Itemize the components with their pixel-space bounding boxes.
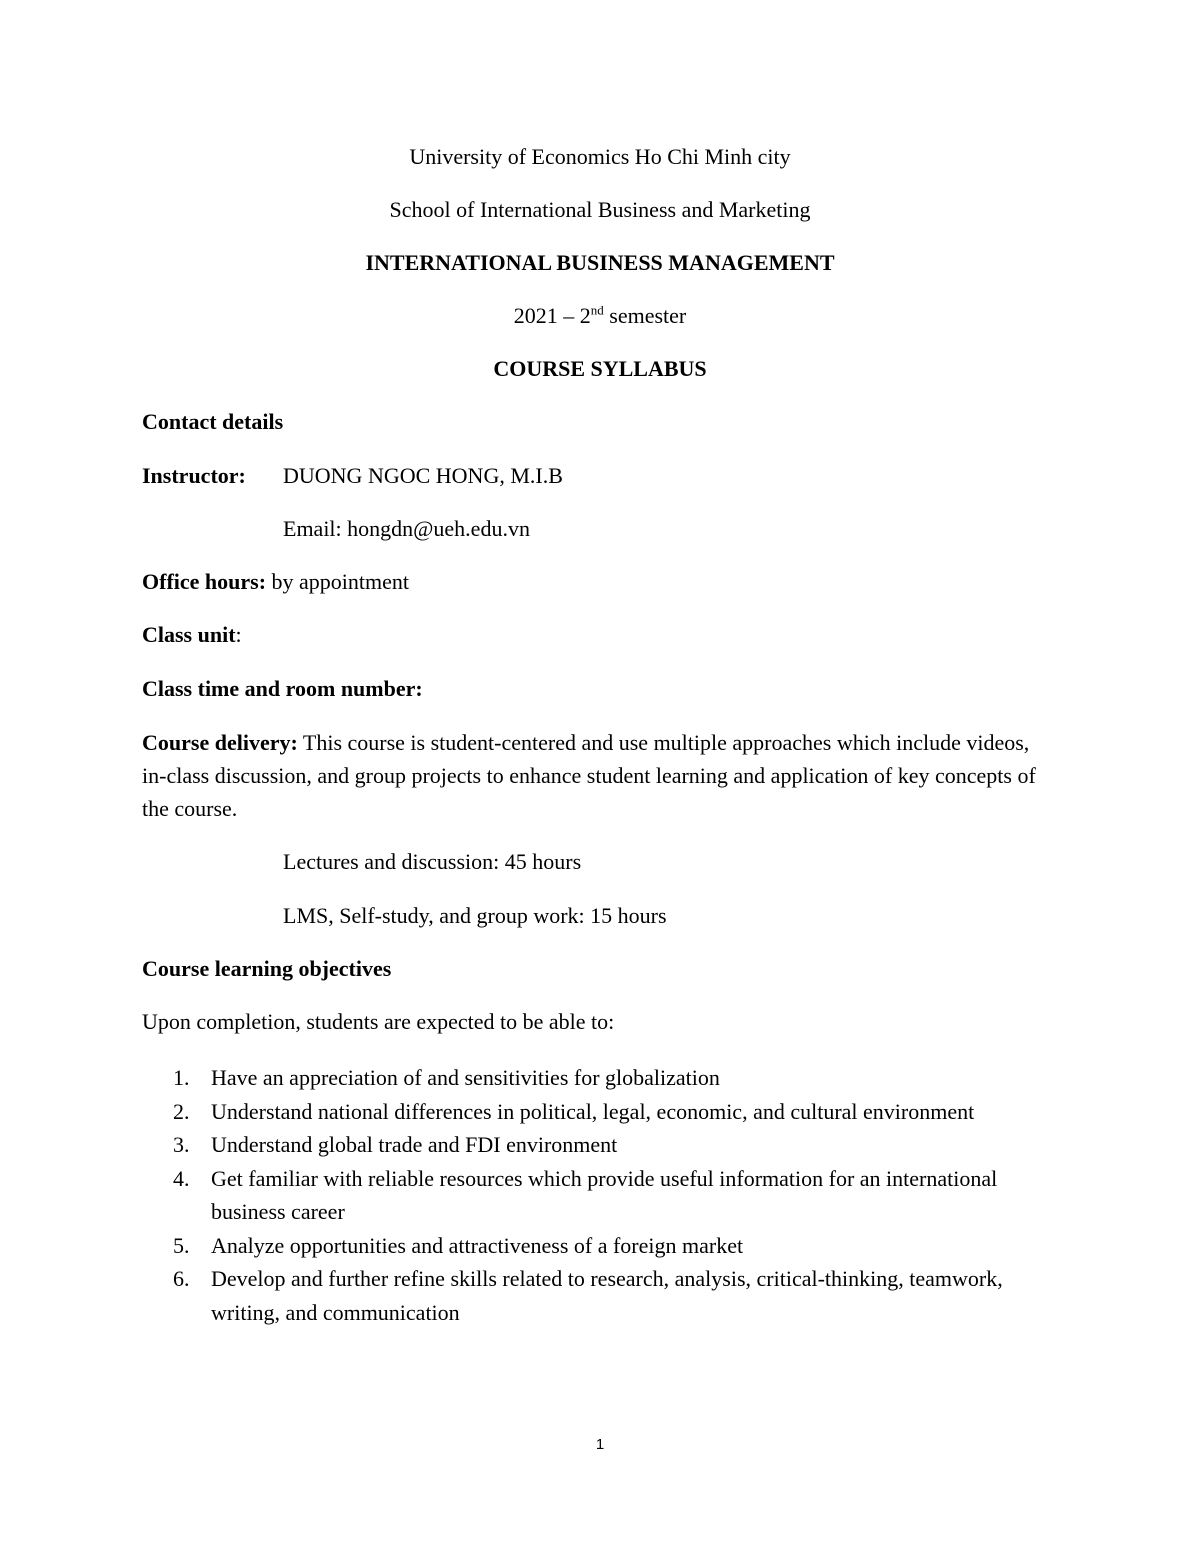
semester-year: 2021 – 2 bbox=[513, 303, 591, 328]
course-delivery-label: Course delivery: bbox=[142, 730, 298, 755]
list-item-text: Understand national differences in political, legal, economic, and cultural environment bbox=[211, 1098, 975, 1124]
page-number: 1 bbox=[595, 1436, 605, 1453]
list-item-text: Get familiar with reliable resources which provide useful information for an international business career bbox=[211, 1165, 998, 1224]
list-item bbox=[142, 1162, 1042, 1229]
class-unit-colon: : bbox=[235, 622, 242, 647]
list-item bbox=[142, 1128, 1042, 1162]
office-hours-value: by appointment bbox=[266, 569, 410, 594]
office-hours-label: Office hours: bbox=[142, 569, 267, 594]
list-item-text: Understand global trade and FDI environment bbox=[211, 1132, 618, 1157]
list-item-number: 6. bbox=[173, 1266, 190, 1291]
instructor-email: Email: hongdn@ueh.edu.vn bbox=[283, 516, 530, 541]
list-item-number: 2. bbox=[173, 1098, 190, 1124]
instructor-row bbox=[142, 462, 246, 490]
class-unit-row bbox=[142, 621, 242, 649]
objectives-intro: Upon completion, students are expected to be able to: bbox=[142, 1009, 615, 1034]
list-item bbox=[142, 1229, 1042, 1263]
list-item-number: 1. bbox=[173, 1065, 190, 1090]
list-item-text: Develop and further refine skills related to research, analysis, critical-thinking, teamwork, writing, and communication bbox=[211, 1266, 1003, 1325]
school-name: School of International Business and Marketing bbox=[389, 197, 811, 222]
list-item-number: 4. bbox=[173, 1165, 190, 1191]
instructor-label: Instructor: bbox=[142, 463, 246, 488]
class-unit-label: Class unit bbox=[142, 622, 236, 647]
office-hours-row bbox=[142, 568, 409, 596]
list-item bbox=[142, 1061, 1042, 1095]
list-item bbox=[142, 1262, 1042, 1329]
document-title: COURSE SYLLABUS bbox=[493, 356, 707, 381]
university-name: University of Economics Ho Chi Minh city bbox=[409, 144, 791, 169]
semester-ordinal: nd bbox=[590, 302, 604, 318]
list-item-text: Have an appreciation of and sensitivities for globalization bbox=[211, 1065, 720, 1090]
semester-line bbox=[0, 302, 1200, 330]
list-item-number: 5. bbox=[173, 1232, 190, 1258]
objectives-list bbox=[142, 1061, 1042, 1329]
objectives-heading: Course learning objectives bbox=[142, 956, 392, 981]
contact-heading: Contact details bbox=[142, 409, 284, 434]
lecture-hours: Lectures and discussion: 45 hours bbox=[283, 849, 582, 874]
list-item bbox=[142, 1095, 1042, 1129]
course-title: INTERNATIONAL BUSINESS MANAGEMENT bbox=[365, 250, 835, 275]
class-time-label: Class time and room number: bbox=[142, 676, 423, 701]
instructor-name: DUONG NGOC HONG, M.I.B bbox=[283, 463, 563, 488]
course-delivery-paragraph bbox=[142, 726, 1042, 825]
list-item-text: Analyze opportunities and attractiveness of a foreign market bbox=[211, 1232, 744, 1258]
list-item-number: 3. bbox=[173, 1132, 190, 1157]
course-delivery-text: This course is student-centered and use multiple approaches which include videos, in-class discussion, and group projects to enhance student learning and application of key concepts of the course. bbox=[142, 730, 1036, 821]
self-study-hours: LMS, Self-study, and group work: 15 hours bbox=[283, 903, 667, 928]
semester-label: semester bbox=[603, 303, 687, 328]
